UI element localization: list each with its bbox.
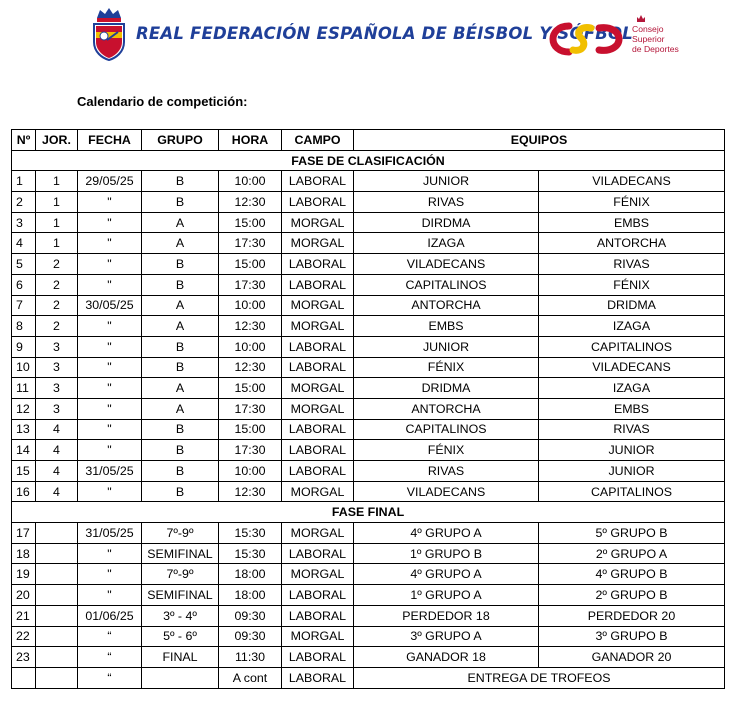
round-cell: 4 [36, 419, 78, 440]
match-number-cell: 22 [12, 626, 36, 647]
field-cell: LABORAL [282, 254, 354, 275]
time-cell: 12:30 [219, 481, 282, 502]
round-cell [36, 605, 78, 626]
field-cell: LABORAL [282, 647, 354, 668]
table-row [12, 398, 725, 419]
home-team-cell: 4º GRUPO A [354, 523, 539, 544]
group-cell: FINAL [142, 647, 219, 668]
date-cell: 31/05/25 [78, 461, 142, 482]
round-cell: 2 [36, 316, 78, 337]
round-cell: 1 [36, 192, 78, 213]
home-team-cell: RIVAS [354, 192, 539, 213]
home-team-cell: PERDEDOR 18 [354, 605, 539, 626]
round-cell [36, 564, 78, 585]
away-team-cell: RIVAS [539, 254, 725, 275]
table-row [12, 192, 725, 213]
time-cell: 10:00 [219, 336, 282, 357]
round-cell: 3 [36, 357, 78, 378]
field-cell: LABORAL [282, 171, 354, 192]
group-cell: A [142, 398, 219, 419]
time-cell: 15:30 [219, 523, 282, 544]
date-cell: “ [78, 667, 142, 688]
group-cell: B [142, 192, 219, 213]
table-row [12, 647, 725, 668]
match-number-cell: 3 [12, 212, 36, 233]
time-cell: 09:30 [219, 626, 282, 647]
time-cell: 10:00 [219, 295, 282, 316]
time-cell: 09:30 [219, 605, 282, 626]
time-cell: 15:00 [219, 378, 282, 399]
round-cell: 2 [36, 295, 78, 316]
table-row [12, 419, 725, 440]
match-number-cell: 1 [12, 171, 36, 192]
away-team-cell: DRIDMA [539, 295, 725, 316]
table-row [12, 543, 725, 564]
round-cell [36, 667, 78, 688]
group-cell: B [142, 336, 219, 357]
field-cell: LABORAL [282, 336, 354, 357]
home-team-cell: 3º GRUPO A [354, 626, 539, 647]
date-cell: 31/05/25 [78, 523, 142, 544]
group-cell: SEMIFINAL [142, 585, 219, 606]
round-cell [36, 523, 78, 544]
time-cell: 15:30 [219, 543, 282, 564]
time-cell: 15:00 [219, 254, 282, 275]
match-number-cell: 2 [12, 192, 36, 213]
table-row [12, 626, 725, 647]
field-cell: MORGAL [282, 233, 354, 254]
date-cell: “ [78, 626, 142, 647]
header-row [12, 130, 725, 151]
away-team-cell: VILADECANS [539, 171, 725, 192]
round-cell [36, 585, 78, 606]
csd-name [632, 24, 679, 54]
date-cell: " [78, 481, 142, 502]
home-team-cell: FÉNIX [354, 357, 539, 378]
home-team-cell: GANADOR 18 [354, 647, 539, 668]
column-header-time: HORA [219, 130, 282, 151]
group-cell: A [142, 212, 219, 233]
home-team-cell: IZAGA [354, 233, 539, 254]
group-cell: B [142, 461, 219, 482]
away-team-cell: 5º GRUPO B [539, 523, 725, 544]
time-cell: 10:00 [219, 171, 282, 192]
away-team-cell: FÉNIX [539, 274, 725, 295]
date-cell: 01/06/25 [78, 605, 142, 626]
match-number-cell: 18 [12, 543, 36, 564]
home-team-cell: JUNIOR [354, 171, 539, 192]
away-team-cell: 4º GRUPO B [539, 564, 725, 585]
group-cell: SEMIFINAL [142, 543, 219, 564]
field-cell: MORGAL [282, 378, 354, 399]
date-cell: 30/05/25 [78, 295, 142, 316]
date-cell: " [78, 440, 142, 461]
away-team-cell: 2º GRUPO B [539, 585, 725, 606]
time-cell: 17:30 [219, 440, 282, 461]
date-cell: " [78, 357, 142, 378]
table-row [12, 523, 725, 544]
field-cell: LABORAL [282, 585, 354, 606]
match-number-cell: 21 [12, 605, 36, 626]
field-cell: MORGAL [282, 212, 354, 233]
group-cell [142, 667, 219, 688]
date-cell: " [78, 378, 142, 399]
time-cell: 17:30 [219, 398, 282, 419]
date-cell: “ [78, 647, 142, 668]
time-cell: 10:00 [219, 461, 282, 482]
round-cell: 4 [36, 481, 78, 502]
table-row [12, 295, 725, 316]
field-cell: MORGAL [282, 564, 354, 585]
match-number-cell: 5 [12, 254, 36, 275]
group-cell: 5º - 6º [142, 626, 219, 647]
round-cell [36, 647, 78, 668]
csd-line: Superior [632, 34, 665, 44]
group-cell: A [142, 295, 219, 316]
crown-icon [636, 14, 646, 23]
table-row [12, 233, 725, 254]
time-cell: 11:30 [219, 647, 282, 668]
field-cell: MORGAL [282, 295, 354, 316]
date-cell: " [78, 336, 142, 357]
section-label: FASE FINAL [12, 502, 725, 523]
time-cell: 15:00 [219, 419, 282, 440]
match-number-cell: 19 [12, 564, 36, 585]
field-cell: LABORAL [282, 419, 354, 440]
home-team-cell: EMBS [354, 316, 539, 337]
away-team-cell: EMBS [539, 398, 725, 419]
group-cell: 3º - 4º [142, 605, 219, 626]
away-team-cell: PERDEDOR 20 [539, 605, 725, 626]
group-cell: B [142, 357, 219, 378]
time-cell: 17:30 [219, 274, 282, 295]
round-cell [36, 543, 78, 564]
time-cell: 12:30 [219, 357, 282, 378]
group-cell: B [142, 274, 219, 295]
home-team-cell: ANTORCHA [354, 398, 539, 419]
away-team-cell: EMBS [539, 212, 725, 233]
date-cell: " [78, 543, 142, 564]
date-cell: " [78, 419, 142, 440]
away-team-cell: ANTORCHA [539, 233, 725, 254]
time-cell: 18:00 [219, 585, 282, 606]
date-cell: " [78, 564, 142, 585]
table-row [12, 274, 725, 295]
away-team-cell: RIVAS [539, 419, 725, 440]
table-row [12, 336, 725, 357]
round-cell [36, 626, 78, 647]
match-number-cell: 9 [12, 336, 36, 357]
home-team-cell: 1º GRUPO A [354, 585, 539, 606]
field-cell: LABORAL [282, 440, 354, 461]
home-team-cell: JUNIOR [354, 336, 539, 357]
match-number-cell: 20 [12, 585, 36, 606]
round-cell: 2 [36, 254, 78, 275]
match-number-cell: 15 [12, 461, 36, 482]
group-cell: A [142, 378, 219, 399]
home-team-cell: DIRDMA [354, 212, 539, 233]
match-number-cell: 23 [12, 647, 36, 668]
match-number-cell: 14 [12, 440, 36, 461]
date-cell: 29/05/25 [78, 171, 142, 192]
federation-name: REAL FEDERACIÓN ESPAÑOLA DE BÉISBOL Y SÓFBOL [136, 24, 633, 43]
group-cell: 7º-9º [142, 523, 219, 544]
date-cell: " [78, 398, 142, 419]
time-cell: 12:30 [219, 316, 282, 337]
match-number-cell: 7 [12, 295, 36, 316]
calendar-title: Calendario de competición: [77, 94, 248, 109]
group-cell: B [142, 254, 219, 275]
round-cell: 1 [36, 171, 78, 192]
group-cell: B [142, 419, 219, 440]
ceremony-cell: ENTREGA DE TROFEOS [354, 667, 725, 688]
csd-line: Consejo [632, 24, 664, 34]
match-number-cell: 10 [12, 357, 36, 378]
field-cell: LABORAL [282, 357, 354, 378]
round-cell: 3 [36, 336, 78, 357]
round-cell: 3 [36, 398, 78, 419]
home-team-cell: 4º GRUPO A [354, 564, 539, 585]
table-row [12, 605, 725, 626]
away-team-cell: 2º GRUPO A [539, 543, 725, 564]
table-row [12, 212, 725, 233]
section-label: FASE DE CLASIFICACIÓN [12, 150, 725, 171]
date-cell: " [78, 212, 142, 233]
away-team-cell: JUNIOR [539, 440, 725, 461]
date-cell: " [78, 585, 142, 606]
column-header-group: GRUPO [142, 130, 219, 151]
match-number-cell: 13 [12, 419, 36, 440]
match-number-cell: 12 [12, 398, 36, 419]
field-cell: MORGAL [282, 316, 354, 337]
time-cell: 15:00 [219, 212, 282, 233]
group-cell: A [142, 316, 219, 337]
time-cell: 17:30 [219, 233, 282, 254]
date-cell: " [78, 274, 142, 295]
match-number-cell: 11 [12, 378, 36, 399]
home-team-cell: VILADECANS [354, 254, 539, 275]
schedule-body [12, 150, 725, 688]
match-number-cell: 6 [12, 274, 36, 295]
home-team-cell: CAPITALINOS [354, 274, 539, 295]
home-team-cell: FÉNIX [354, 440, 539, 461]
section-row [12, 150, 725, 171]
schedule-table [11, 129, 725, 689]
time-cell: 12:30 [219, 192, 282, 213]
csd-line: de Deportes [632, 44, 679, 54]
away-team-cell: 3º GRUPO B [539, 626, 725, 647]
away-team-cell: IZAGA [539, 316, 725, 337]
column-header-number: Nº [12, 130, 36, 151]
table-row [12, 357, 725, 378]
table-row [12, 171, 725, 192]
table-row [12, 667, 725, 688]
round-cell: 3 [36, 378, 78, 399]
home-team-cell: 1º GRUPO B [354, 543, 539, 564]
away-team-cell: FÉNIX [539, 192, 725, 213]
round-cell: 4 [36, 440, 78, 461]
field-cell: LABORAL [282, 192, 354, 213]
field-cell: LABORAL [282, 605, 354, 626]
section-row [12, 502, 725, 523]
csd-logo-icon [547, 18, 627, 58]
table-row [12, 481, 725, 502]
round-cell: 4 [36, 461, 78, 482]
table-row [12, 316, 725, 337]
table-row [12, 378, 725, 399]
date-cell: " [78, 254, 142, 275]
time-cell: 18:00 [219, 564, 282, 585]
field-cell: LABORAL [282, 274, 354, 295]
group-cell: 7º-9º [142, 564, 219, 585]
away-team-cell: IZAGA [539, 378, 725, 399]
match-number-cell: 8 [12, 316, 36, 337]
away-team-cell: VILADECANS [539, 357, 725, 378]
federation-crest-icon [88, 6, 130, 62]
table-row [12, 461, 725, 482]
field-cell: MORGAL [282, 626, 354, 647]
group-cell: B [142, 481, 219, 502]
date-cell: " [78, 192, 142, 213]
field-cell: LABORAL [282, 461, 354, 482]
field-cell: MORGAL [282, 398, 354, 419]
field-cell: MORGAL [282, 481, 354, 502]
field-cell: LABORAL [282, 543, 354, 564]
column-header-round: JOR. [36, 130, 78, 151]
field-cell: LABORAL [282, 667, 354, 688]
table-row [12, 585, 725, 606]
date-cell: " [78, 233, 142, 254]
date-cell: " [78, 316, 142, 337]
time-cell: A cont [219, 667, 282, 688]
match-number-cell [12, 667, 36, 688]
away-team-cell: CAPITALINOS [539, 336, 725, 357]
away-team-cell: CAPITALINOS [539, 481, 725, 502]
round-cell: 2 [36, 274, 78, 295]
field-cell: MORGAL [282, 523, 354, 544]
home-team-cell: DRIDMA [354, 378, 539, 399]
column-header-field: CAMPO [282, 130, 354, 151]
group-cell: A [142, 233, 219, 254]
match-number-cell: 4 [12, 233, 36, 254]
home-team-cell: ANTORCHA [354, 295, 539, 316]
page-header [0, 0, 741, 72]
home-team-cell: RIVAS [354, 461, 539, 482]
column-header-teams: EQUIPOS [354, 130, 725, 151]
home-team-cell: VILADECANS [354, 481, 539, 502]
match-number-cell: 17 [12, 523, 36, 544]
column-header-date: FECHA [78, 130, 142, 151]
group-cell: B [142, 171, 219, 192]
group-cell: B [142, 440, 219, 461]
away-team-cell: GANADOR 20 [539, 647, 725, 668]
table-row [12, 440, 725, 461]
away-team-cell: JUNIOR [539, 461, 725, 482]
table-row [12, 254, 725, 275]
round-cell: 1 [36, 212, 78, 233]
round-cell: 1 [36, 233, 78, 254]
home-team-cell: CAPITALINOS [354, 419, 539, 440]
table-row [12, 564, 725, 585]
match-number-cell: 16 [12, 481, 36, 502]
